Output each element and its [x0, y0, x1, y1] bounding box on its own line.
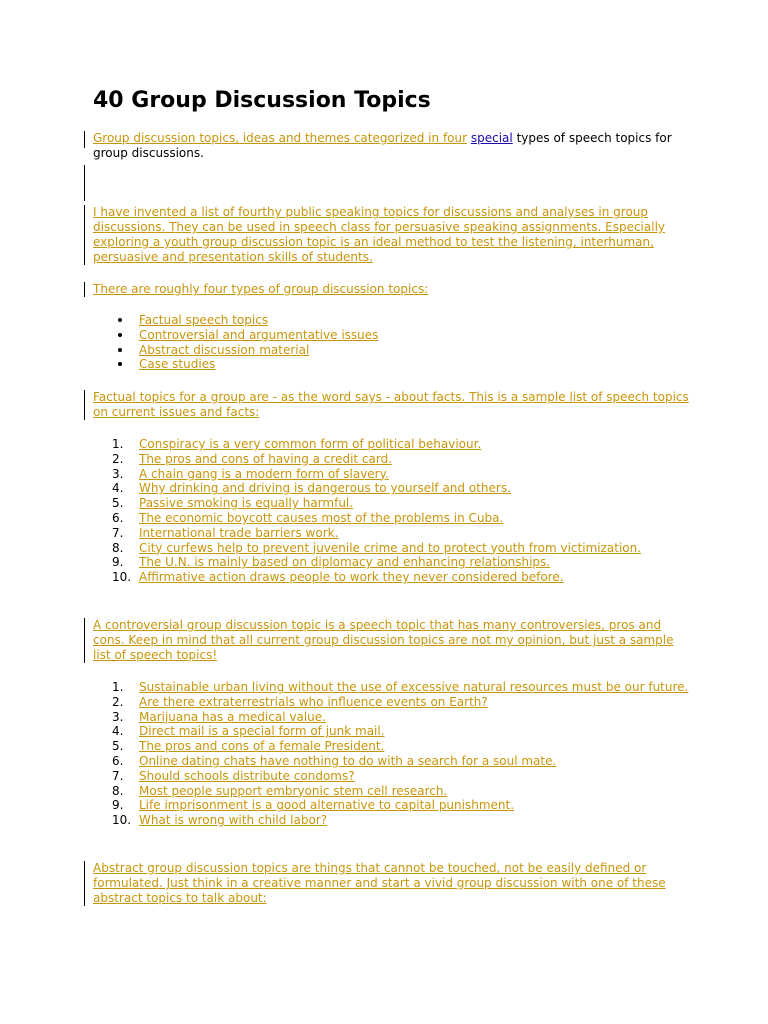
controversial-topics-list [112, 680, 702, 828]
item-number: 1. [112, 437, 124, 451]
list-item [139, 328, 699, 343]
item-number: 3. [112, 466, 124, 481]
topic-link[interactable]: International trade barriers work. [139, 525, 339, 540]
topic-link[interactable]: Direct mail is a special form of junk mail. [139, 724, 385, 739]
list-item [112, 724, 702, 739]
topic-link[interactable]: Most people support embryonic stem cell research. [139, 783, 448, 798]
type-link[interactable]: Controversial and argumentative issues [139, 327, 379, 342]
margin-bar [84, 131, 85, 148]
item-number: 6. [112, 753, 124, 768]
list-item [112, 739, 702, 754]
topic-link[interactable]: The economic boycott causes most of the problems in Cuba. [139, 510, 504, 525]
topic-link[interactable]: Marijuana has a medical value. [139, 709, 326, 724]
intro-text[interactable]: Group discussion topics, ideas and themes categorized in four [93, 131, 468, 145]
list-item [112, 555, 702, 570]
list-item [112, 769, 702, 784]
topic-link[interactable]: The pros and cons of a female President. [139, 739, 385, 754]
controversial-intro-link[interactable]: A controversial group discussion topic is a speech topic that has many controversies, pros and cons. Keep in mind that all current group discussion topics are not my opinion, but just a sample list of speech topics! [93, 618, 674, 662]
topic-link[interactable]: Why drinking and driving is dangerous to yourself and others. [139, 481, 511, 496]
topic-link[interactable]: City curfews help to prevent juvenile crime and to protect youth from victimization. [139, 540, 642, 555]
margin-bar [84, 618, 85, 663]
list-item [112, 754, 702, 769]
special-link[interactable]: special [470, 131, 513, 145]
topic-link[interactable]: Life imprisonment is a good alternative to capital punishment. [139, 798, 515, 813]
item-number: 9. [112, 798, 124, 813]
abstract-intro-link[interactable]: Abstract group discussion topics are things that cannot be touched, not be easily defined or formulated. Just think in a creative manner and start a vivid group discussion with one of these abstract topics to talk about: [93, 861, 666, 905]
list-item [112, 570, 702, 585]
type-link[interactable]: Case studies [139, 357, 216, 372]
list-item [139, 357, 699, 372]
abstract-intro [93, 861, 693, 906]
item-number: 6. [112, 510, 124, 525]
factual-intro-link[interactable]: Factual topics for a group are - as the word says - about facts. This is a sample list of speech topics on current issues and facts: [93, 390, 689, 419]
margin-bar [84, 282, 85, 297]
item-number: 10. [112, 813, 132, 828]
types-intro-link[interactable]: There are roughly four types of group discussion topics: [93, 282, 429, 296]
item-number: 10. [112, 570, 132, 585]
list-item [112, 467, 702, 482]
list-item [139, 343, 699, 358]
item-number: 2. [112, 694, 124, 709]
list-item [112, 437, 702, 452]
types-intro [93, 282, 693, 297]
topic-link[interactable]: Sustainable urban living without the use of excessive natural resources must be our future. [139, 680, 689, 694]
type-link[interactable]: Abstract discussion material [139, 342, 310, 357]
intro-text-tail: types of speech topics for group discussions. [93, 131, 672, 160]
topic-link[interactable]: Conspiracy is a very common form of political behaviour. [139, 437, 482, 451]
margin-bar [84, 165, 85, 201]
list-item [112, 784, 702, 799]
invented-paragraph-link[interactable]: I have invented a list of fourthy public speaking topics for discussions and analyses in group discussions. They can be used in speech class for persuasive speaking assignments. Especially exploring a youth group discussion topic is an ideal method to test the listening, interhuman, persuasive and presentation skills of students. [93, 205, 666, 264]
factual-intro [93, 390, 693, 420]
margin-bar [84, 205, 85, 265]
item-number: 8. [112, 783, 124, 798]
invented-paragraph [93, 205, 693, 265]
types-list [139, 313, 699, 372]
margin-bar [84, 861, 85, 906]
type-link[interactable]: Factual speech topics [139, 313, 269, 327]
item-number: 5. [112, 496, 124, 511]
page-title: 40 Group Discussion Topics [93, 88, 431, 113]
item-number: 7. [112, 768, 124, 783]
topic-link[interactable]: Passive smoking is equally harmful. [139, 496, 354, 511]
list-item [112, 481, 702, 496]
list-item [112, 496, 702, 511]
list-item [139, 313, 699, 328]
item-number: 4. [112, 481, 124, 496]
list-item [112, 798, 702, 813]
topic-link[interactable]: What is wrong with child labor? [139, 813, 328, 828]
item-number: 1. [112, 680, 124, 694]
margin-bar [84, 390, 85, 420]
item-number: 3. [112, 709, 124, 724]
item-number: 7. [112, 525, 124, 540]
item-number: 2. [112, 451, 124, 466]
list-item [112, 680, 702, 695]
list-item [112, 511, 702, 526]
topic-link[interactable]: Affirmative action draws people to work they never considered before. [139, 570, 564, 585]
item-number: 4. [112, 724, 124, 739]
topic-link[interactable]: Are there extraterrestrials who influence events on Earth? [139, 694, 488, 709]
item-number: 9. [112, 555, 124, 570]
list-item [112, 813, 702, 828]
topic-link[interactable]: Online dating chats have nothing to do with a search for a soul mate. [139, 753, 557, 768]
topic-link[interactable]: Should schools distribute condoms? [139, 768, 355, 783]
topic-link[interactable]: The U.N. is mainly based on diplomacy and enhancing relationships. [139, 555, 551, 570]
list-item [112, 452, 702, 467]
item-number: 5. [112, 739, 124, 754]
topic-link[interactable]: The pros and cons of having a credit card. [139, 451, 393, 466]
item-number: 8. [112, 540, 124, 555]
topic-link[interactable]: A chain gang is a modern form of slavery. [139, 466, 389, 481]
factual-topics-list [112, 437, 702, 585]
list-item [112, 541, 702, 556]
controversial-intro [93, 618, 693, 663]
list-item [112, 695, 702, 710]
intro-paragraph [93, 131, 693, 161]
list-item [112, 526, 702, 541]
list-item [112, 710, 702, 725]
